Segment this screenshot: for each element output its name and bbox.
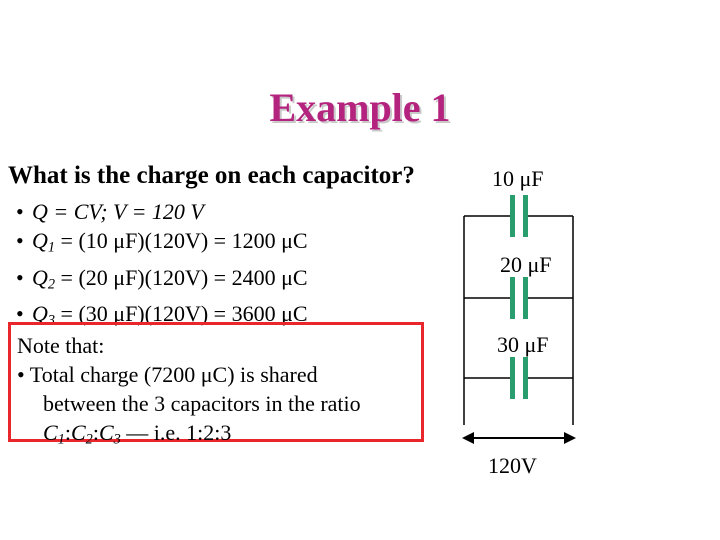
formula-text: = (20 μF)(120V) = 2400 μC (55, 264, 308, 290)
capacitor-plate (510, 277, 515, 319)
capacitor-3 (464, 357, 573, 399)
voltage-arrow (462, 432, 576, 444)
capacitor-plate (523, 277, 528, 319)
formula-item: • $Q_1 = (10$ μF)(120V) = 1200 μC (16, 228, 308, 256)
question-text: What is the charge on each capacitor? (8, 162, 415, 189)
note-line: between the 3 capacitors in the ratio (43, 391, 361, 416)
capacitor-plate (523, 195, 528, 237)
capacitor-label-1: 10 μF (492, 166, 544, 191)
page-title: Example 1 (269, 85, 451, 130)
note-heading: Note that: (17, 333, 105, 358)
note-ratio: $C_1:C_2:C_3$ — i.e. 1:2:3 (43, 420, 232, 448)
voltage-label: 120V (488, 453, 537, 478)
formula-text: = (30 μF)(120V) = 3600 μC (55, 301, 308, 327)
capacitor-plate (523, 357, 528, 399)
formula-item: • $Q_3 = (30$ μF)(120V) = 3600 μC (16, 301, 308, 329)
formula-text: = CV; V = 120 V (47, 199, 204, 224)
formula-item: • Q = CV; V = 120 V (16, 199, 204, 224)
capacitor-1 (464, 195, 573, 237)
capacitor-label-2: 20 μF (500, 252, 552, 277)
formula-item: • $Q_2 = (20$ μF)(120V) = 2400 μC (16, 264, 308, 293)
capacitor-label-3: 30 μF (497, 332, 549, 357)
capacitor-plate (510, 357, 515, 399)
note-line: • Total charge (7200 μC) is shared (17, 362, 318, 387)
capacitor-2 (464, 277, 573, 319)
capacitor-plate (510, 195, 515, 237)
formula-text: = (10 μF)(120V) = 1200 μC (55, 228, 308, 253)
